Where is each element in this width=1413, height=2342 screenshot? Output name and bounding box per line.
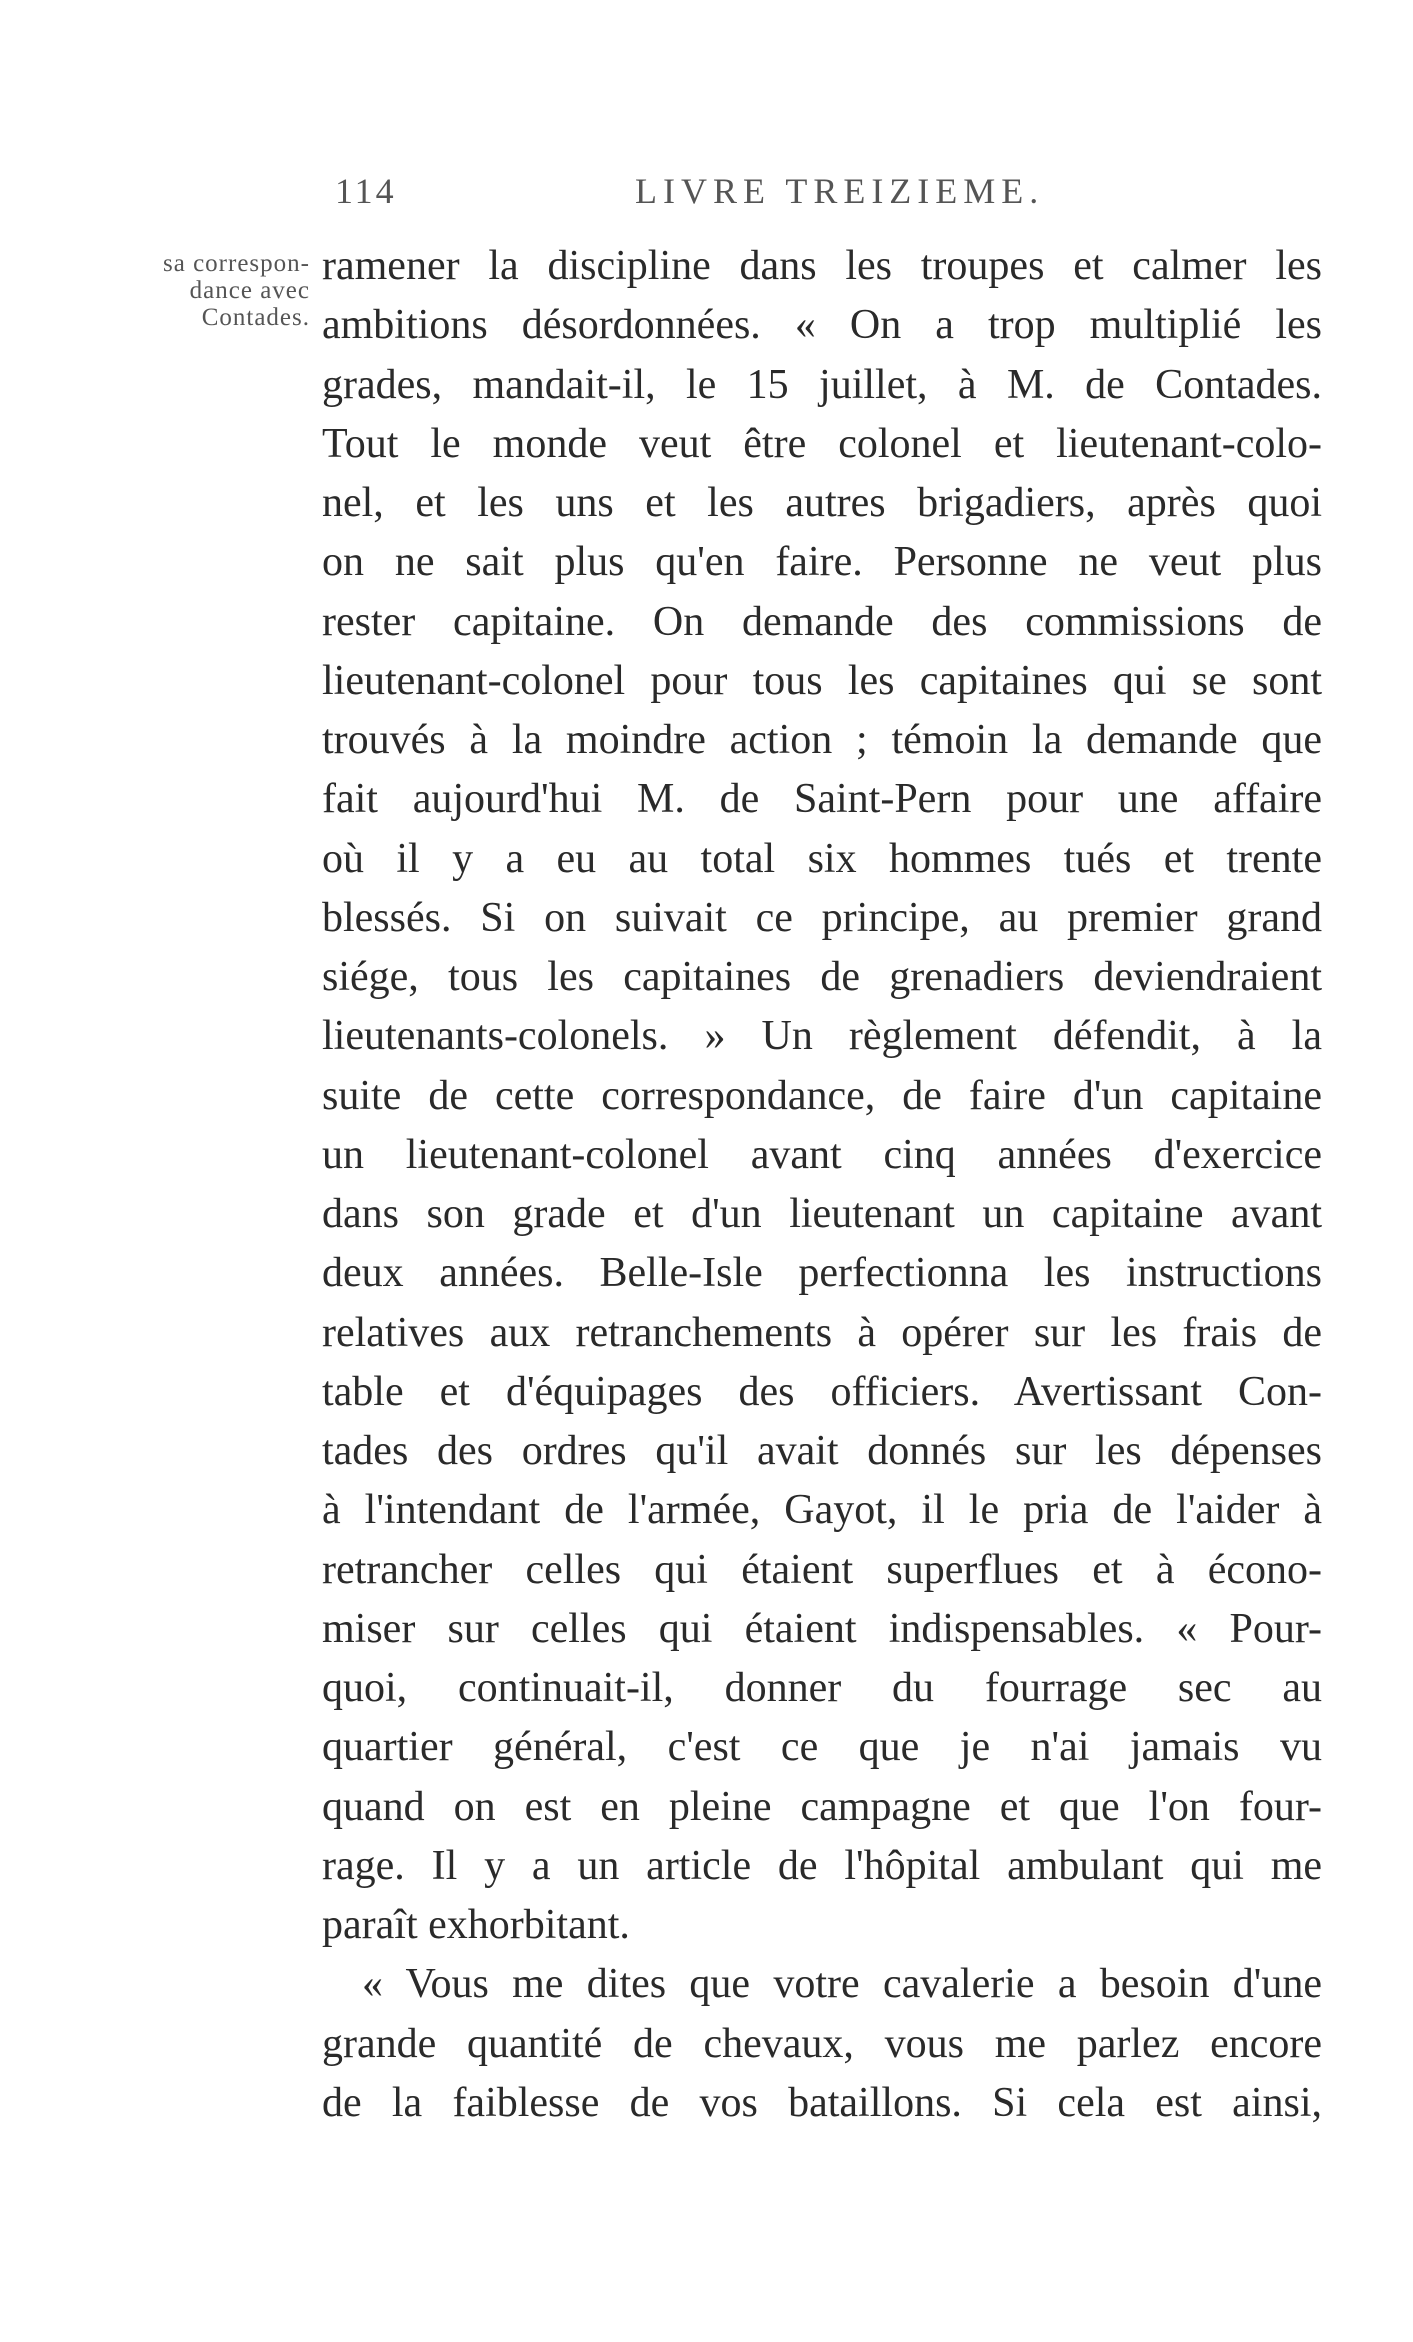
text-line: rage. Il y a un article de l'hôpital ambulant qui me	[322, 1842, 1322, 1889]
text-line: « Vous me dites que votre cavalerie a besoin d'une	[362, 1961, 1322, 2008]
text-line: quoi, continuait-il, donner du fourrage sec au	[322, 1665, 1322, 1711]
text-line: quand on est en pleine campagne et que l'on four-	[322, 1783, 1322, 1830]
text-line: ambitions désordonnées. « On a trop multiplié les	[322, 302, 1322, 349]
text-line: quartier général, c'est ce que je n'ai jamais vu	[322, 1724, 1322, 1771]
text-line: blessés. Si on suivait ce principe, au premier grand	[322, 894, 1322, 941]
text-line: deux années. Belle-Isle perfectionna les instructions	[322, 1250, 1322, 1297]
text-line: retrancher celles qui étaient superflues et à écono-	[322, 1546, 1322, 1593]
text-line: table et d'équipages des officiers. Avertissant Con-	[322, 1368, 1322, 1415]
page-number: 114	[335, 171, 397, 211]
text-line: fait aujourd'hui M. de Saint-Pern pour une affaire	[322, 776, 1322, 823]
margin-note-line: dance avec	[189, 277, 310, 304]
text-line: miser sur celles qui étaient indispensables. « Pour-	[322, 1605, 1322, 1652]
text-line: on ne sait plus qu'en faire. Personne ne veut plus	[322, 539, 1322, 586]
text-line: ramener la discipline dans les troupes et calmer les	[322, 243, 1322, 289]
text-line: lieutenants-colonels. » Un règlement défendit, à la	[322, 1013, 1322, 1060]
text-line: de la faiblesse de vos bataillons. Si cela est ainsi,	[322, 2079, 1322, 2126]
text-line: un lieutenant-colonel avant cinq années d'exercice	[322, 1131, 1322, 1178]
text-line: lieutenant-colonel pour tous les capitaines qui se sont	[322, 657, 1322, 704]
text-line: rester capitaine. On demande des commissions de	[322, 598, 1322, 645]
margin-note	[100, 250, 310, 331]
text-line: relatives aux retranchements à opérer sur les frais de	[322, 1309, 1322, 1356]
running-title: LIVRE TREIZIEME.	[635, 171, 1045, 211]
text-line: tades des ordres qu'il avait donnés sur les dépenses	[322, 1428, 1322, 1474]
body-text	[322, 237, 1322, 2133]
page-header	[325, 170, 1305, 220]
text-line: suite de cette correspondance, de faire d'un capitaine	[322, 1072, 1322, 1119]
text-line: trouvés à la moindre action ; témoin la demande que	[322, 717, 1322, 763]
text-line: Tout le monde veut être colonel et lieutenant-colo-	[322, 420, 1322, 467]
text-line: grande quantité de chevaux, vous me parlez encore	[322, 2020, 1322, 2067]
text-line: paraît exhorbitant.	[322, 1902, 630, 1948]
text-line: où il y a eu au total six hommes tués et trente	[322, 835, 1322, 882]
text-line: nel, et les uns et les autres brigadiers, après quoi	[322, 480, 1322, 526]
margin-note-line: sa correspon-	[163, 250, 310, 277]
text-line: grades, mandait-il, le 15 juillet, à M. de Contades.	[322, 361, 1322, 408]
text-line: dans son grade et d'un lieutenant un capitaine avant	[322, 1191, 1322, 1237]
text-line: siége, tous les capitaines de grenadiers deviendraient	[322, 954, 1322, 1000]
margin-note-line: Contades.	[201, 304, 310, 331]
text-line: à l'intendant de l'armée, Gayot, il le pria de l'aider à	[322, 1487, 1322, 1534]
